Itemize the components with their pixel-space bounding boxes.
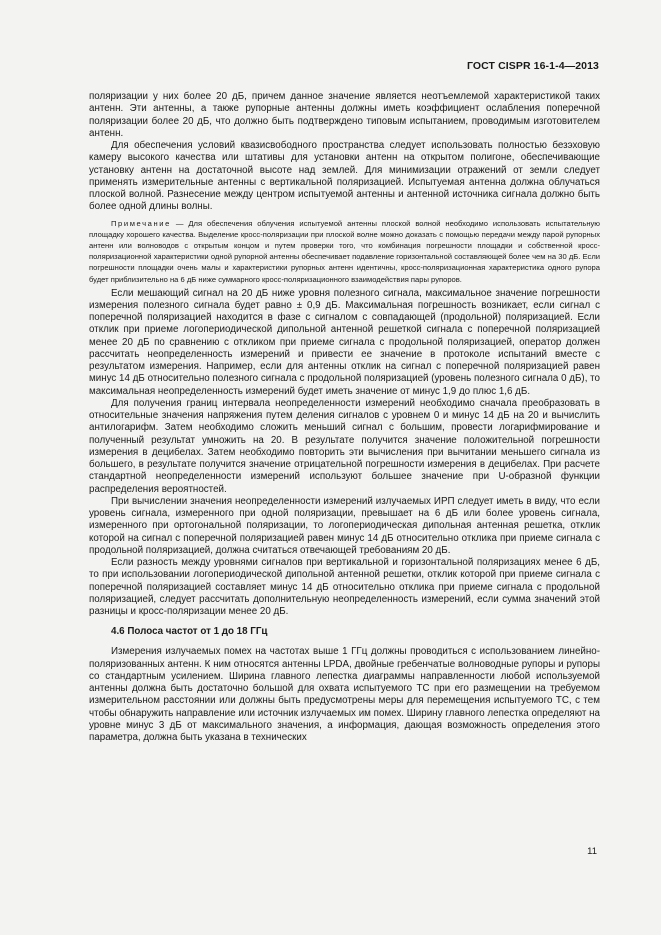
standard-code-header: ГОСТ CISPR 16-1-4—2013 xyxy=(466,60,599,72)
paragraph-polarization: поляризации у них более 20 дБ, причем данное значение является неотъемлемой характеристикой таких антенн. Эти антенны, а также рупорные антенны должны иметь коэффициент ослабления поперечной поляризации более 20 дБ, что должно быть подтверждено типовым испытанием, проводимым изготовителем антенн. xyxy=(89,91,600,139)
body-text xyxy=(89,91,600,744)
paragraph-free-space: Для обеспечения условий квазисвободного пространства следует использовать полностью безэховую камеру высокого качества или штативы для установки антенн на открытом полигоне, обеспечивающие установку антенн на достаточной высоте над землей. Для минимизации отражений от земли следует применять измерительные антенны с вертикальной поляризацией. Испытуемая антенна должна облучаться плоской волной. Разнесение между центром испытуемой антенны и антенной источника сигнала должно быть более одной длины волны. xyxy=(89,140,600,213)
note xyxy=(89,218,600,285)
paragraph-difference: Если разность между уровнями сигналов при вертикальной и горизонтальной поляризациях менее 6 дБ, то при использовании логопериодической дипольной антенной решетки, отклик которой при приеме сигнала с поперечной поляризацией составляет минус 14 дБ относительно отклика при приеме сигнала с продольной поляризацией, следует рассчитать дополнительную неопределенность измерений, если сумма значений этой разницы и кросс-поляризации менее 20 дБ. xyxy=(89,557,600,618)
paragraph-uncertainty-bounds: Для получения границ интервала неопределенности измерений необходимо сначала преобразовать в относительные значения напряжения путем деления сигналов с уровнем 0 и минус 14 дБ на 20 и вычислить антилогарифм. Затем необходимо сложить меньший сигнал с большим, провести логарифмирование и полученный результат умножить на 20. В результате получится значение положительной погрешности измерения в децибелах. Затем необходимо повторить эти вычисления при вычитании меньшего сигнала из большего, в результате получится значение отрицательной погрешности измерения в децибелах. При расчете стандартной неопределенности измерений используют большее значение при U-образной функции распределения вероятностей. xyxy=(89,397,600,495)
note-text: — Для обеспечения облучения испытуемой антенны плоской волной необходимо использовать испытательную площадку хорошего качества. Выделение кросс-поляризации при плоской волне можно доказать с помощью передачи между парой рупорных антенн или волноводов с открытым концом и путем проверки того, что комбинация погрешности площадки и собственной кросс-поляризационной характеристики одной рупорной антенны обеспечивает подавление горизонтальной составляющей более чем на 30 дБ. Если погрешности площадки очень малы и характеристики рупорных антенн идентичны, кросс-поляризационная характеристика одного рупора будет приблизительно на 6 дБ ниже суммарного кросс-поляризационного взаимодействия пары рупоров. xyxy=(89,218,600,284)
paragraph-frequency-band: Измерения излучаемых помех на частотах выше 1 ГГц должны проводиться с использованием линейно-поляризованных антенн. К ним относятся антенны LPDA, двойные гребенчатые волноводные рупоры и рупоры со стандартным усилением. Ширина главного лепестка диаграммы направленности любой используемой антенны должна быть достаточно большой для охвата испытуемого ТС при его размещении на требуемом измерительном расстоянии или должны быть предусмотрены меры для перемещения испытуемого ТС, с тем чтобы обнаружить направление или источник излучаемых им помех. Ширину главного лепестка определяют на уровне минус 3 дБ от максимального значения, а информация, дающая возможность определения этого параметра, должна быть указана в технических xyxy=(89,646,600,744)
paragraph-interference: Если мешающий сигнал на 20 дБ ниже уровня полезного сигнала, максимальное значение погрешности измерения полезного сигнала будет равно ± 0,9 дБ. Максимальная погрешность возникает, если сигнал с поперечной поляризацией находится в фазе с сигналом с совпадающей (продольной) поляризацией. Если отклик при приеме логопериодической дипольной антенной решеткой сигнала с поперечной поляризацией менее 20 дБ по сравнению с откликом при приеме сигнала с продольной поляризацией, оператор должен рассчитать неопределенность измерений и привести ее значение в протоколе испытаний вместе с результатом измерения. Например, если для антенны отклик на сигнал с поперечной поляризацией равен минус 14 дБ относительно полезного сигнала с продольной поляризацией (уровень полезного сигнала 0 дБ), то максимальная неопределенность измерений будет иметь значение от минус 1,9 до плюс 1,6 дБ. xyxy=(89,287,600,397)
section-heading: 4.6 Полоса частот от 1 до 18 ГГц xyxy=(111,626,268,638)
note-label: Примечание xyxy=(111,218,171,228)
page-number: 11 xyxy=(587,846,597,857)
paragraph-calculation: При вычислении значения неопределенности измерений излучаемых ИРП следует иметь в виду, что если уровень сигнала, измеренного при одной поляризации, превышает на 6 дБ или более уровень сигнала, измеренного при ортогональной поляризации, то логопериодическая дипольная антенная решетка, отклик которой на сигнал с поперечной поляризацией равен минус 14 дБ относительно отклика при приеме сигнала с продольной поляризацией, должна считаться отвечающей требованиям 20 дБ. xyxy=(89,495,600,556)
